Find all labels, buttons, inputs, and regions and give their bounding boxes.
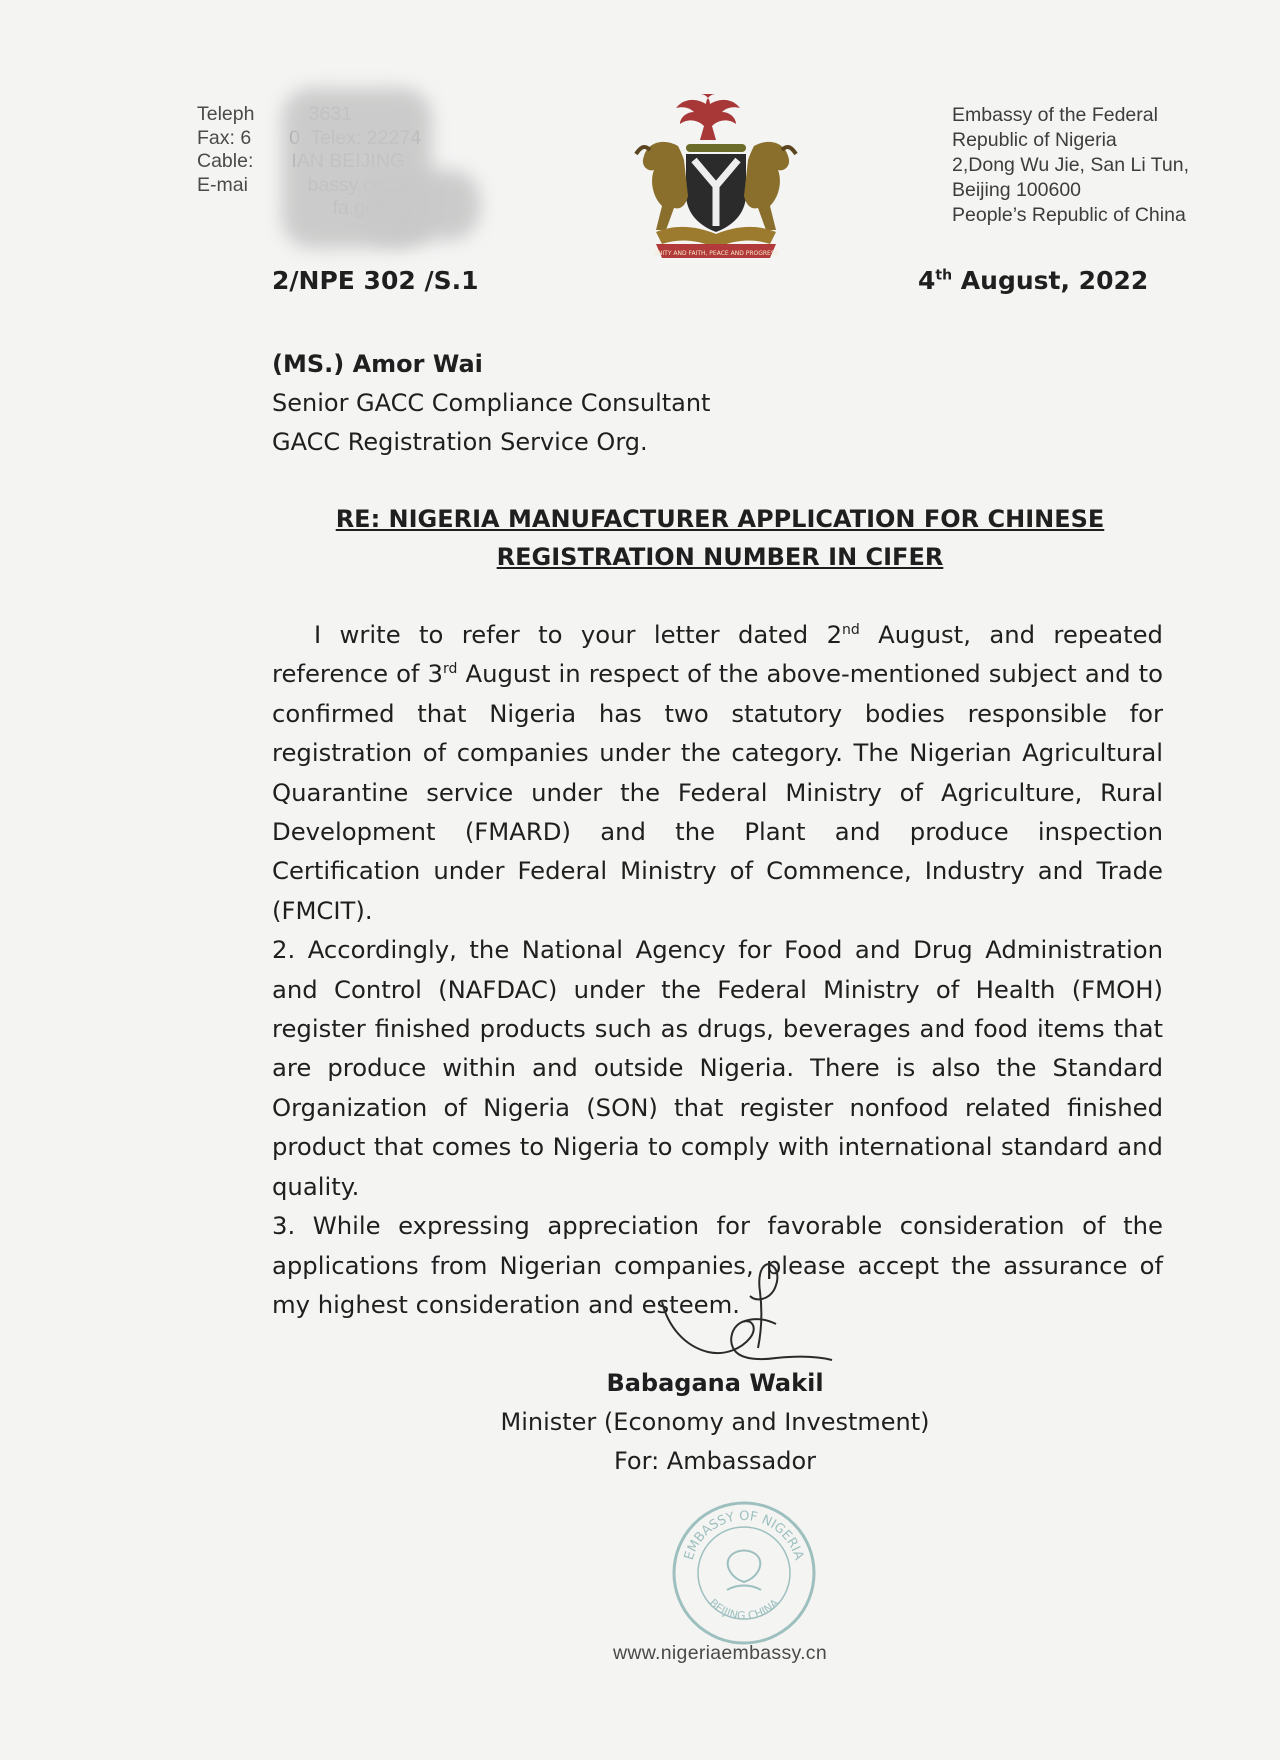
letter-body xyxy=(272,615,1163,1324)
redaction-blur xyxy=(360,170,480,240)
website-url: www.nigeriaembassy.cn xyxy=(612,1642,828,1664)
signer-role: Minister (Economy and Investment) xyxy=(500,1408,930,1436)
paragraph-2: 2. Accordingly, the National Agency for Food and Drug Administration and Control (NAFDAC) under the Federal Ministry of Health (FMOH) register finished products such as drugs, beverages and food items that are produce within and outside Nigeria. There is also the Standard Organization of Nigeria (SON) that register nonfood related finished product that comes to Nigeria to comply with international standard and quality. xyxy=(272,935,1163,1201)
stamp-bottom-text: BEIJING CHINA xyxy=(706,1596,782,1623)
signer-name: Babagana Wakil xyxy=(606,1369,824,1397)
recipient-org: GACC Registration Service Org. xyxy=(272,428,648,456)
signer-for: For: Ambassador xyxy=(613,1447,817,1475)
address-line: Embassy of the Federal xyxy=(952,104,1158,126)
address-line: People’s Republic of China xyxy=(952,204,1186,226)
subject-line: RE: NIGERIA MANUFACTURER APPLICATION FOR CHINESE REGISTRATION NUMBER IN CIFER xyxy=(335,505,1105,571)
embassy-address xyxy=(952,103,1252,228)
coat-of-arms-icon xyxy=(616,86,816,264)
recipient-name: (MS.) Amor Wai xyxy=(272,350,483,378)
contact-cable: Cable: xyxy=(197,150,254,172)
contact-fax: Fax: 6 xyxy=(197,126,252,149)
recipient-block xyxy=(272,345,710,462)
contact-email: E-mai xyxy=(197,173,248,196)
address-line: Republic of Nigeria xyxy=(952,129,1117,151)
signer-block xyxy=(440,1364,990,1481)
address-line: Beijing 100600 xyxy=(952,179,1082,201)
paragraph-1: I write to refer to your letter dated 2nd August, and repeated reference of 3rd August in respect of the above-mentioned subject and to confirmed that Nigeria has two statutory bodies responsible for registration of companies under the category. The Nigerian Agricultural Quarantine service under the Federal Ministry of Agriculture, Rural Development (FMARD) and the Plant and produce inspection Certification under Federal Ministry of Commence, Industry and Trade (FMCIT). xyxy=(272,620,1163,925)
reference-number: 2/NPE 302 /S.1 xyxy=(272,266,479,295)
paragraph-3: 3. While expressing appreciation for favorable consideration of the applications from Nigerian companies, please accept the assurance of my highest consideration and esteem. xyxy=(272,1211,1163,1319)
contact-telephone: Teleph xyxy=(197,103,255,125)
svg-text:BEIJING CHINA xyxy=(707,1596,782,1622)
address-line: 2,Dong Wu Jie, San Li Tun, xyxy=(952,154,1190,176)
handwritten-signature xyxy=(650,1260,840,1380)
letter-date: 4th August, 2022 xyxy=(918,266,1149,295)
crest-motto: UNITY AND FAITH, PEACE AND PROGRESS xyxy=(653,250,779,257)
stamp-top-text: EMBASSY OF NIGERIA xyxy=(681,1508,807,1562)
embassy-stamp xyxy=(669,1498,819,1648)
recipient-title: Senior GACC Compliance Consultant xyxy=(272,389,711,417)
